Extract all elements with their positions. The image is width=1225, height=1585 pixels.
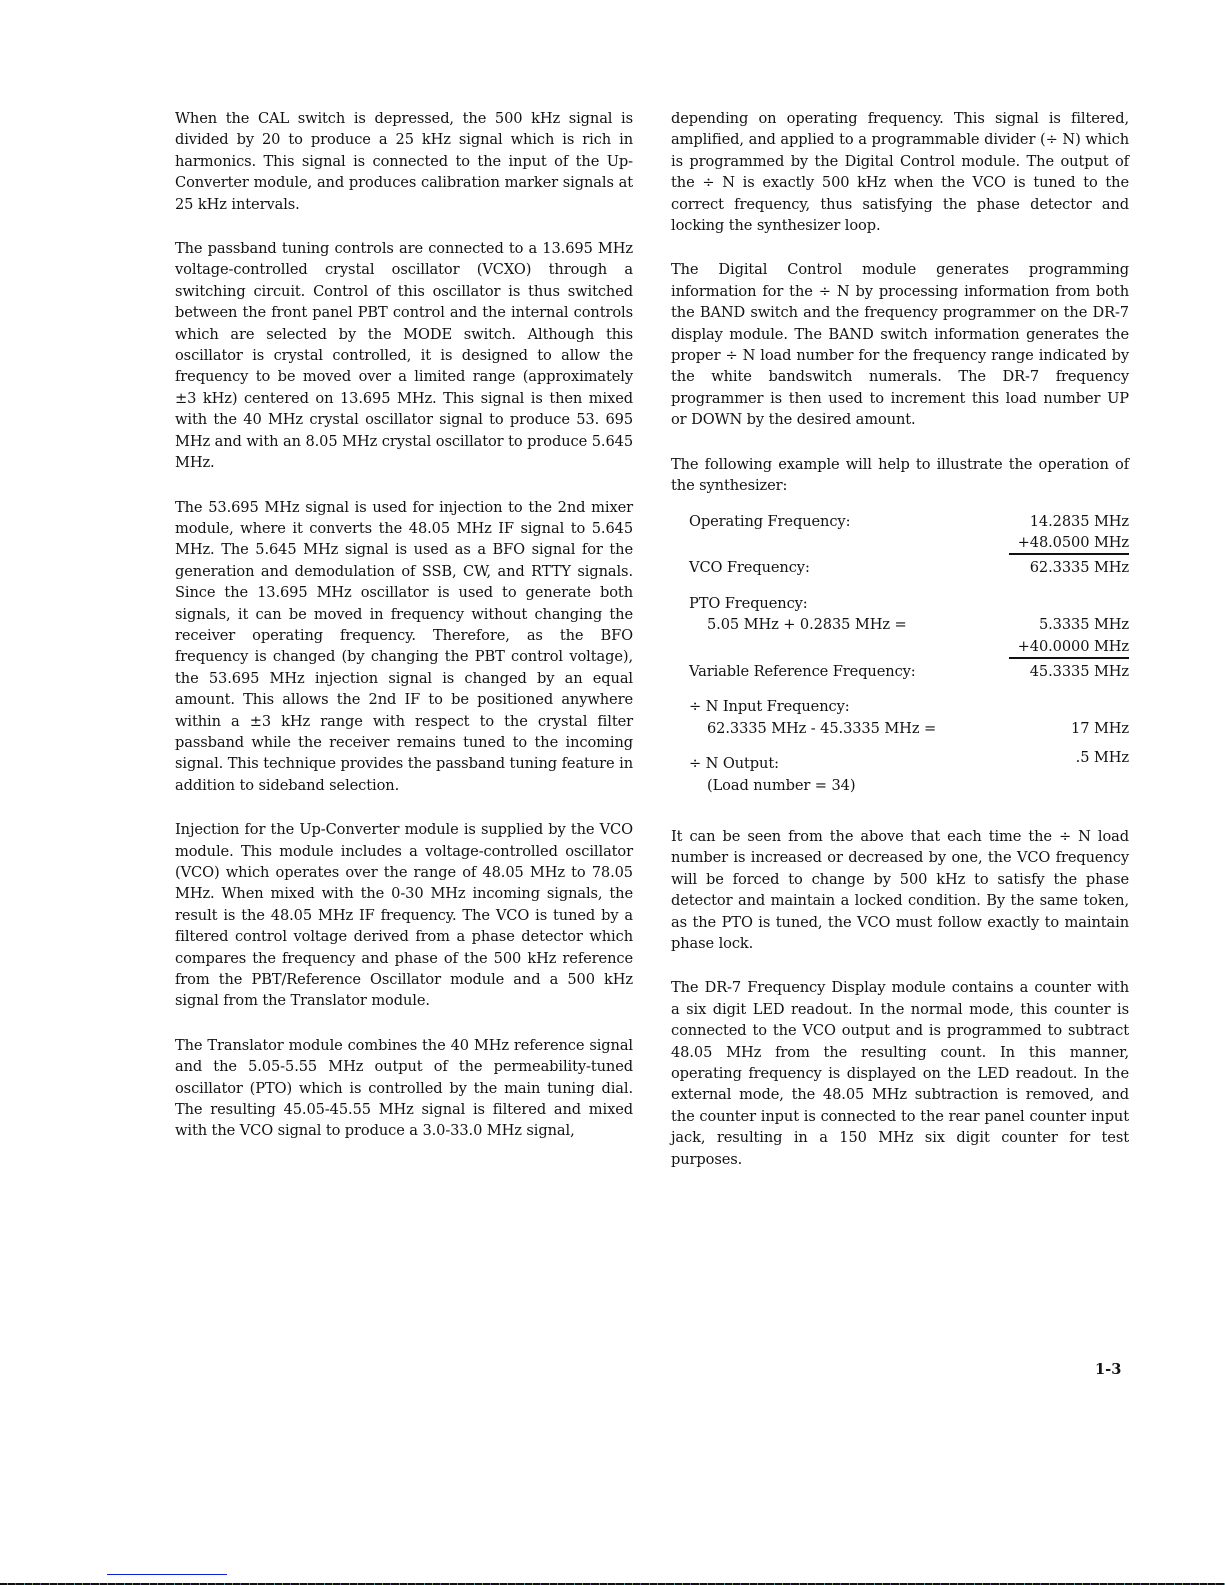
- n-input-formula: 62.3335 MHz - 45.3335 MHz =: [707, 719, 937, 737]
- example-row-n-input-label: [689, 696, 1129, 717]
- paragraph-dr7-display: The DR-7 Frequency Display module contains a counter with a six digit LED readout. In the normal mode, this counter is connected to the VCO output and is programmed to subtract 48.05 MHz from the resulting count. In this manner, operating frequency is displayed on the LED readout. In the external mode, the 48.05 MHz subtraction is removed, and the counter input is connected to the rear panel counter input jack, resulting in a 150 MHz six digit counter for test purposes.: [671, 979, 1129, 1168]
- example-row-operating-frequency: [689, 511, 1129, 532]
- n-input-label: ÷ N Input Frequency:: [689, 698, 850, 716]
- left-column: [175, 108, 633, 1165]
- paragraph-passband-tuning: The passband tuning controls are connected to a 13.695 MHz voltage-controlled crystal oscillator (VCXO) through a switching circuit. Control of this oscillator is thus switched between the front panel PBT control and the internal controls which are selected by the MODE switch. Although this oscillator is crystal controlled, it is designed to allow the frequency to be moved over a limited range (approximately ±3 kHz) centered on 13.695 MHz. This signal is then mixed with the 40 MHz crystal oscillator signal to produce 53. 695 MHz and with an 8.05 MHz crystal oscillator to produce 5.645 MHz.: [175, 240, 633, 472]
- paragraph-53695-signal: The 53.695 MHz signal is used for injection to the 2nd mixer module, where it converts the 48.05 MHz IF signal to 5.645 MHz. The 5.645 MHz signal is used as a BFO signal for the generation and demodulation of SSB, CW, and RTTY signals. Since the 13.695 MHz oscillator is used to generate both signals, it can be moved in frequency without changing the receiver operating frequency. Therefore, as the BFO frequency is changed (by changing the PBT control voltage), the 53.695 MHz injection signal is changed by an equal amount. This allows the 2nd IF to be positioned anywhere within a ±3 kHz range with respect to the crystal filter passband while the receiver remains tuned to the incoming signal. This technique provides the passband tuning feature in addition to sideband selection.: [175, 498, 633, 794]
- paragraph-divider: depending on operating frequency. This signal is filtered, amplified, and applied to a programmable divider (÷ N) which is programmed by the Digital Control module. The output of the ÷ N is exactly 500 kHz when the VCO is tuned to the correct frequency, thus satisfying the phase detector and locking the synthesizer loop.: [671, 110, 1129, 235]
- operating-frequency-label: Operating Frequency:: [689, 512, 851, 530]
- vco-frequency-label: VCO Frequency:: [689, 559, 810, 577]
- example-row-vco-frequency: [689, 557, 1129, 578]
- paragraph-translator-module: The Translator module combines the 40 MHz reference signal and the 5.05-5.55 MHz output of the permeability-tuned oscillator (PTO) which is controlled by the main tuning dial. The resulting 45.05-45.55 MHz signal is filtered and mixed with the VCO signal to produce a 3.0-33.0 MHz signal,: [175, 1036, 633, 1140]
- example-row-variable-reference: [689, 661, 1129, 682]
- pto-formula: 5.05 MHz + 0.2835 MHz =: [707, 616, 907, 634]
- right-column: [671, 108, 1129, 1193]
- n-input-value: 17 MHz: [1071, 719, 1129, 737]
- paragraph-digital-control: The Digital Control module generates programming information for the ÷ N by processing information from both the BAND switch and the frequency programmer on the DR-7 display module. The BAND switch information generates the proper ÷ N load number for the frequency range indicated by the white bandswitch numerals. The DR-7 frequency programmer is then used to increment this load number UP or DOWN by the desired amount.: [671, 261, 1129, 429]
- example-row-pto-formula: [689, 614, 1129, 635]
- load-number: (Load number = 34): [707, 776, 856, 794]
- paragraph-vco-injection: Injection for the Up-Converter module is supplied by the VCO module. This module includes a voltage-controlled oscillator (VCO) which operates over the range of 48.05 MHz to 78.05 MHz. When mixed with the 0-30 MHz incoming signals, the result is the 48.05 MHz IF frequency. The VCO is tuned by a filtered control voltage derived from a phase detector which compares the frequency and phase of the 500 kHz reference from the PBT/Reference Oscillator module and a 500 kHz signal from the Translator module.: [175, 821, 633, 1010]
- synthesizer-example: [671, 511, 1129, 796]
- paragraph-example-intro: The following example will help to illustrate the operation of the synthesizer:: [671, 455, 1129, 495]
- paragraph-load-number-effect: It can be seen from the above that each time the ÷ N load number is increased or decreased by one, the VCO frequency will be forced to change by 500 kHz to satisfy the phase detector and maintain a locked condition. By the same token, as the PTO is tuned, the VCO must follow exactly to maintain phase lock.: [671, 827, 1129, 952]
- variable-reference-label: Variable Reference Frequency:: [689, 662, 916, 680]
- example-row-load-number: [689, 775, 1129, 796]
- example-row-ref-offset: [689, 636, 1129, 659]
- example-row-n-output: [689, 749, 1129, 774]
- n-output-value: .5 MHz: [1075, 749, 1129, 767]
- pto-frequency-label: PTO Frequency:: [689, 594, 808, 612]
- paragraph-cal-switch: When the CAL switch is depressed, the 500 kHz signal is divided by 20 to produce a 25 kHz signal which is rich in harmonics. This signal is connected to the input of the Up-Converter module, and produces calibration marker signals at 25 kHz intervals.: [175, 110, 633, 213]
- example-row-pto-label: [689, 593, 1129, 614]
- example-row-if-offset: [689, 532, 1129, 555]
- if-offset-value: +48.0500 MHz: [1009, 532, 1129, 555]
- operating-frequency-value: 14.2835 MHz: [1029, 512, 1129, 530]
- n-output-label: ÷ N Output:: [689, 755, 779, 773]
- variable-reference-value: 45.3335 MHz: [1029, 662, 1129, 680]
- pto-value: 5.3335 MHz: [1038, 616, 1129, 634]
- vco-frequency-value: 62.3335 MHz: [1029, 559, 1129, 577]
- ref-offset-value: +40.0000 MHz: [1009, 636, 1129, 659]
- page-number: 1-3: [1095, 1361, 1122, 1378]
- example-row-n-input-formula: [689, 718, 1129, 739]
- scan-artifact-line: [107, 1574, 227, 1575]
